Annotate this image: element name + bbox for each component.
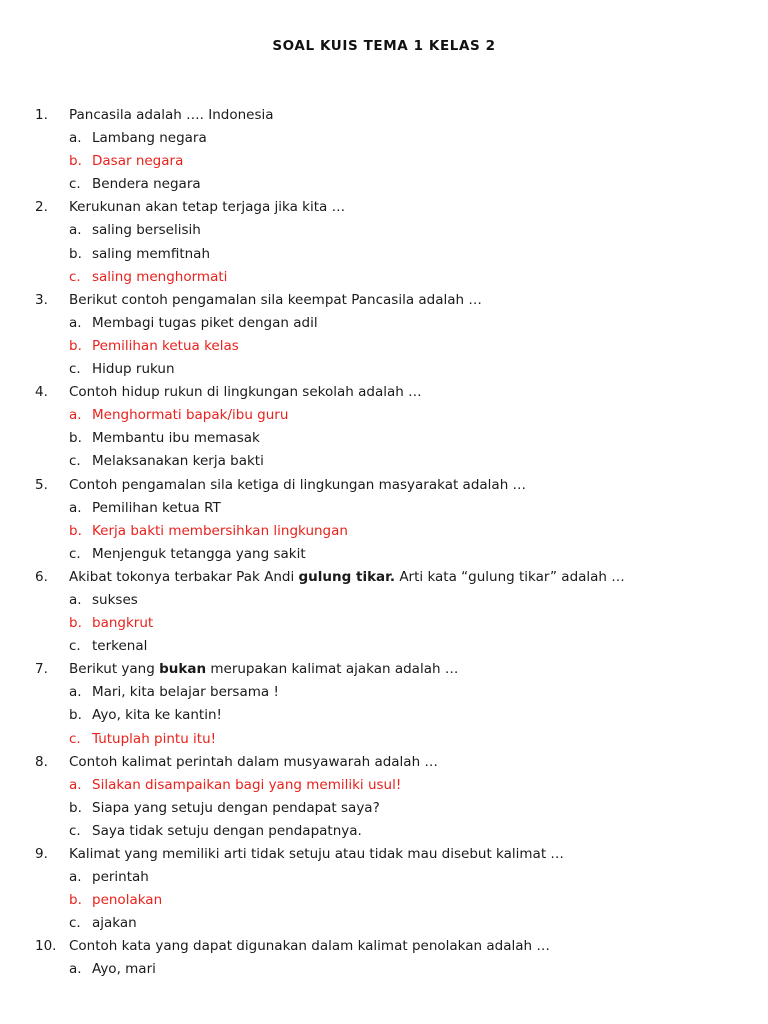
answer-option-correct	[0, 520, 768, 543]
option-letter: c.	[69, 915, 81, 932]
option-letter: c.	[69, 730, 81, 747]
answer-option-correct	[0, 889, 768, 912]
option-text: Pemilihan ketua RT	[92, 499, 221, 516]
answer-option	[0, 704, 768, 727]
option-text: Ayo, mari	[92, 961, 156, 978]
option-text: Kerja bakti membersihkan lingkungan	[92, 522, 348, 539]
option-letter: b.	[69, 707, 82, 724]
answer-option	[0, 243, 768, 266]
answer-option	[0, 427, 768, 450]
option-text: Mari, kita belajar bersama !	[92, 684, 279, 701]
option-text: terkenal	[92, 638, 148, 655]
option-letter: c.	[69, 268, 81, 285]
question-text: Kerukunan akan tetap terjaga jika kita …	[69, 199, 346, 216]
question-1	[0, 104, 768, 127]
answer-option	[0, 958, 768, 981]
option-text: Pemilihan ketua kelas	[92, 337, 239, 354]
option-letter: b.	[69, 153, 82, 170]
option-text: saling memfitnah	[92, 245, 211, 262]
question-number: 7.	[35, 661, 48, 678]
answer-option-correct	[0, 774, 768, 797]
option-text: sukses	[92, 591, 138, 608]
answer-option	[0, 912, 768, 935]
question-list	[0, 104, 768, 982]
answer-option	[0, 866, 768, 889]
answer-option	[0, 450, 768, 473]
option-letter: b.	[69, 245, 82, 262]
option-text: saling berselisih	[92, 222, 201, 239]
option-text: Hidup rukun	[92, 361, 175, 378]
option-letter: a.	[69, 407, 82, 424]
question-text-after: Arti kata “gulung tikar” adalah …	[395, 568, 625, 585]
page-title: SOAL KUIS TEMA 1 KELAS 2	[272, 38, 496, 54]
question-text: Berikut contoh pengamalan sila keempat Pancasila adalah …	[69, 291, 482, 308]
answer-option-correct	[0, 335, 768, 358]
answer-option	[0, 312, 768, 335]
question-number: 8.	[35, 753, 48, 770]
question-text	[69, 658, 458, 681]
question-10	[0, 935, 768, 958]
question-text: Contoh hidup rukun di lingkungan sekolah adalah …	[69, 384, 422, 401]
option-text: Menghormati bapak/ibu guru	[92, 407, 289, 424]
question-5	[0, 474, 768, 497]
option-letter: a.	[69, 222, 82, 239]
option-letter: a.	[69, 314, 82, 331]
option-letter: b.	[69, 892, 82, 909]
option-letter: a.	[69, 130, 82, 147]
question-text: Contoh pengamalan sila ketiga di lingkungan masyarakat adalah …	[69, 476, 527, 493]
question-number: 10.	[35, 938, 57, 955]
question-2	[0, 196, 768, 219]
option-letter: b.	[69, 430, 82, 447]
option-letter: a.	[69, 869, 82, 886]
answer-option	[0, 543, 768, 566]
option-text: penolakan	[92, 892, 163, 909]
question-3	[0, 289, 768, 312]
answer-option-correct	[0, 728, 768, 751]
question-7	[0, 658, 768, 681]
answer-option	[0, 497, 768, 520]
question-text-before: Akibat tokonya terbakar Pak Andi	[69, 568, 299, 585]
answer-option-correct	[0, 612, 768, 635]
question-number: 6.	[35, 568, 48, 585]
answer-option	[0, 219, 768, 242]
option-text: Bendera negara	[92, 176, 201, 193]
question-number: 9.	[35, 846, 48, 862]
question-4	[0, 381, 768, 404]
option-text: saling menghormati	[92, 268, 228, 285]
question-text: Kalimat yang memiliki arti tidak setuju atau tidak mau disebut kalimat …	[69, 846, 564, 862]
question-text	[69, 566, 625, 589]
answer-option-correct	[0, 150, 768, 173]
question-text-bold: gulung tikar.	[298, 568, 396, 585]
answer-option	[0, 681, 768, 704]
option-letter: a.	[69, 591, 82, 608]
answer-option-correct	[0, 404, 768, 427]
option-text: Membantu ibu memasak	[92, 430, 260, 447]
option-text: Melaksanakan kerja bakti	[92, 453, 264, 470]
answer-option	[0, 820, 768, 843]
question-text-before: Berikut yang	[69, 661, 160, 678]
option-letter: a.	[69, 776, 82, 793]
option-letter: b.	[69, 337, 82, 354]
option-letter: c.	[69, 822, 81, 839]
option-text: Menjenguk tetangga yang sakit	[92, 545, 306, 562]
question-8	[0, 751, 768, 774]
option-text: perintah	[92, 869, 149, 886]
option-text: Lambang negara	[92, 130, 207, 147]
question-number: 3.	[35, 291, 48, 308]
option-text: Dasar negara	[92, 153, 184, 170]
question-number: 4.	[35, 384, 48, 401]
question-text: Contoh kata yang dapat digunakan dalam kalimat penolakan adalah …	[69, 938, 550, 955]
answer-option	[0, 173, 768, 196]
option-text: Tutuplah pintu itu!	[92, 730, 217, 747]
question-9	[0, 843, 768, 866]
option-letter: c.	[69, 638, 81, 655]
question-6	[0, 566, 768, 589]
answer-option-correct	[0, 266, 768, 289]
option-text: Silakan disampaikan bagi yang memiliki usul!	[92, 776, 402, 793]
option-letter: a.	[69, 961, 82, 978]
answer-option	[0, 589, 768, 612]
option-text: bangkrut	[92, 615, 154, 632]
option-text: Ayo, kita ke kantin!	[92, 707, 222, 724]
answer-option	[0, 358, 768, 381]
option-letter: b.	[69, 615, 82, 632]
option-letter: c.	[69, 545, 81, 562]
question-number: 5.	[35, 476, 48, 493]
option-letter: a.	[69, 499, 82, 516]
option-text: Saya tidak setuju dengan pendapatnya.	[92, 822, 362, 839]
answer-option	[0, 127, 768, 150]
option-letter: c.	[69, 361, 81, 378]
answer-option	[0, 797, 768, 820]
option-text: Siapa yang setuju dengan pendapat saya?	[92, 799, 380, 816]
question-number: 1.	[35, 107, 48, 123]
question-number: 2.	[35, 199, 48, 216]
option-text: Membagi tugas piket dengan adil	[92, 314, 318, 331]
question-text: Pancasila adalah …. Indonesia	[69, 107, 274, 123]
question-text: Contoh kalimat perintah dalam musyawarah adalah …	[69, 753, 438, 770]
option-letter: b.	[69, 522, 82, 539]
option-letter: b.	[69, 799, 82, 816]
question-text-bold: bukan	[159, 661, 207, 678]
answer-option	[0, 635, 768, 658]
question-text-after: merupakan kalimat ajakan adalah …	[206, 661, 459, 678]
option-letter: c.	[69, 453, 81, 470]
option-letter: c.	[69, 176, 81, 193]
option-letter: a.	[69, 684, 82, 701]
option-text: ajakan	[92, 915, 137, 932]
